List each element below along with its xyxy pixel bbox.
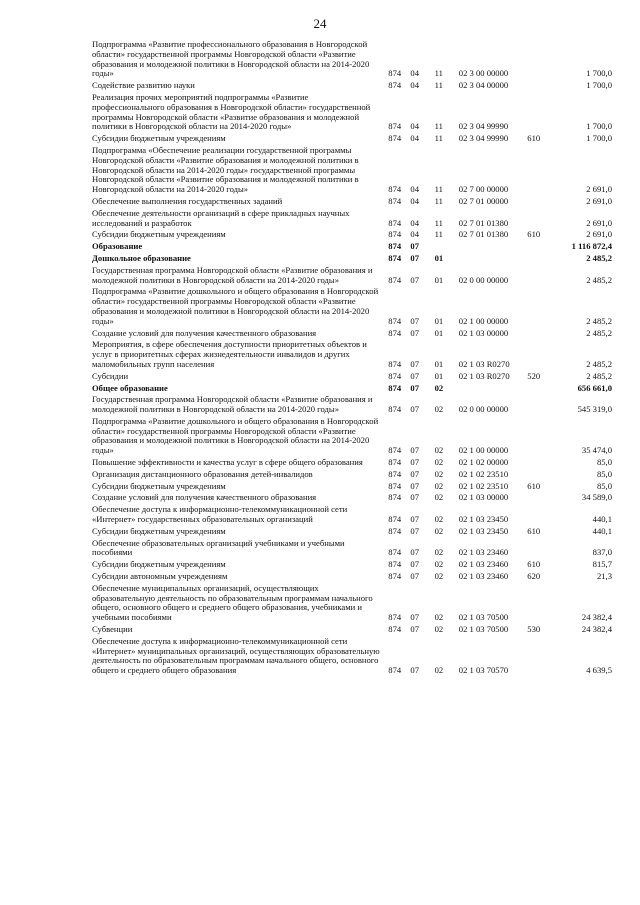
row-target-article: 02 7 01 00000 xyxy=(458,195,509,206)
row-subsection-code: 11 xyxy=(434,195,443,206)
row-subsection-code: 02 xyxy=(434,382,444,393)
table-row xyxy=(92,470,612,482)
row-ministry-code: 874 xyxy=(388,525,402,536)
table-row xyxy=(92,505,612,527)
row-subsection-code: 11 xyxy=(434,121,443,132)
row-target-article xyxy=(459,384,528,396)
row-section-code: 07 xyxy=(410,252,420,263)
row-amount: 2 485,2 xyxy=(586,327,612,338)
row-subsection-code: 02 xyxy=(434,404,444,415)
row-amount: 815,7 xyxy=(592,559,612,570)
row-name: Обеспечение образовательных организаций учебниками и учебными пособиями xyxy=(92,537,345,558)
row-ministry-code: 874 xyxy=(388,492,402,503)
table-row xyxy=(92,230,612,242)
row-expense-type: 610 xyxy=(527,480,541,491)
row-ministry-code: 874 xyxy=(388,624,402,635)
row-amount: 2 485,2 xyxy=(586,252,612,263)
row-subsection-code: 02 xyxy=(434,514,444,525)
row-expense-type xyxy=(527,146,553,197)
budget-table xyxy=(92,40,612,678)
row-subsection-code: 02 xyxy=(434,525,444,536)
row-amount: 1 700,0 xyxy=(586,121,612,132)
row-amount: 24 382,4 xyxy=(581,624,612,635)
row-amount: 21,3 xyxy=(596,571,612,582)
row-expense-type xyxy=(527,254,553,266)
row-amount: 4 639,5 xyxy=(586,665,612,676)
row-ministry-code: 874 xyxy=(388,514,402,525)
row-subsection-code: 11 xyxy=(434,133,443,144)
row-target-article: 02 1 00 00000 xyxy=(458,315,509,326)
row-expense-type xyxy=(527,539,553,561)
row-target-article: 02 3 04 00000 xyxy=(458,80,509,91)
row-target-article: 02 1 03 23450 xyxy=(458,514,509,525)
row-section-code: 07 xyxy=(410,457,420,468)
row-section-code: 07 xyxy=(410,547,420,558)
row-name: Государственная программа Новгородской области «Развитие образования и молодежной политики в Новгородской области на 2014-2020 годы» xyxy=(92,264,373,285)
row-subsection-code: 11 xyxy=(434,68,443,79)
row-expense-type: 620 xyxy=(527,571,541,582)
row-amount: 1 700,0 xyxy=(586,80,612,91)
row-ministry-code: 874 xyxy=(388,315,402,326)
row-name: Государственная программа Новгородской области «Развитие образования и молодежной политики в Новгородской области на 2014-2020 годы» xyxy=(92,394,373,415)
row-subsection-code: 11 xyxy=(434,217,443,228)
row-target-article: 02 7 00 00000 xyxy=(458,184,509,195)
row-expense-type xyxy=(527,340,553,371)
row-expense-type xyxy=(527,637,553,678)
row-expense-type: 610 xyxy=(527,559,541,570)
row-section-code: 07 xyxy=(410,665,420,676)
row-subsection-code: 02 xyxy=(434,492,444,503)
row-amount: 85,0 xyxy=(596,468,612,479)
row-amount: 24 382,4 xyxy=(581,612,612,623)
row-target-article: 02 1 03 23460 xyxy=(458,559,509,570)
row-name: Субсидии автономным учреждениям xyxy=(92,571,228,582)
row-target-article: 02 1 03 R0270 xyxy=(458,358,510,369)
table-row xyxy=(92,146,612,197)
row-target-article: 02 1 03 70570 xyxy=(458,665,509,676)
row-subsection-code: 02 xyxy=(434,624,444,635)
row-section-code: 07 xyxy=(410,468,420,479)
row-name: Повышение эффективности и качества услуг в сфере общего образования xyxy=(92,457,363,468)
row-ministry-code: 874 xyxy=(388,229,402,240)
row-amount: 2 485,2 xyxy=(586,315,612,326)
row-ministry-code: 874 xyxy=(388,370,402,381)
row-amount: 2 691,0 xyxy=(586,195,612,206)
row-ministry-code: 874 xyxy=(388,195,402,206)
row-name: Дошкольное образование xyxy=(92,252,191,263)
row-expense-type xyxy=(527,395,553,417)
table-row xyxy=(92,266,612,288)
row-ministry-code: 874 xyxy=(388,252,402,263)
row-expense-type xyxy=(527,242,553,254)
row-amount: 1 116 872,4 xyxy=(571,241,612,252)
table-row xyxy=(92,417,612,458)
row-expense-type: 610 xyxy=(527,229,541,240)
row-ministry-code: 874 xyxy=(388,559,402,570)
row-section-code: 04 xyxy=(410,121,420,132)
row-expense-type xyxy=(527,329,553,341)
row-expense-type xyxy=(527,93,553,134)
table-row xyxy=(92,637,612,678)
row-expense-type xyxy=(527,40,553,81)
table-row xyxy=(92,340,612,371)
row-target-article: 02 1 03 23460 xyxy=(458,571,509,582)
row-section-code: 04 xyxy=(410,80,420,91)
row-target-article: 02 7 01 01380 xyxy=(458,217,509,228)
row-amount: 2 485,2 xyxy=(586,370,612,381)
row-amount: 1 700,0 xyxy=(586,68,612,79)
row-expense-type xyxy=(527,81,553,93)
row-section-code: 07 xyxy=(410,525,420,536)
row-ministry-code: 874 xyxy=(388,241,402,252)
table-row xyxy=(92,584,612,625)
row-name: Обеспечение выполнения государственных заданий xyxy=(92,195,283,206)
row-name: Субвенции xyxy=(92,624,133,635)
row-section-code: 04 xyxy=(410,133,420,144)
row-amount: 2 691,0 xyxy=(586,217,612,228)
row-section-code: 07 xyxy=(410,480,420,491)
row-section-code: 07 xyxy=(410,404,420,415)
row-target-article: 02 7 01 01380 xyxy=(458,229,509,240)
row-name: Обеспечение доступа к информационно-телекоммуникационной сети «Интернет» муниципальных организаций, осуществляющих образовательную деятельность по образовательным программам начального общего, основного общего и среднего общего образования xyxy=(92,635,380,676)
page-number: 24 xyxy=(313,16,327,31)
row-subsection-code: 01 xyxy=(434,315,444,326)
row-expense-type xyxy=(527,505,553,527)
table-row xyxy=(92,93,612,134)
row-amount: 2 691,0 xyxy=(586,184,612,195)
row-section-code: 04 xyxy=(410,229,420,240)
table-row xyxy=(92,527,612,539)
row-section-code: 04 xyxy=(410,68,420,79)
row-target-article: 02 1 03 00000 xyxy=(458,327,509,338)
table-row xyxy=(92,395,612,417)
row-amount: 440,1 xyxy=(592,525,612,536)
row-amount: 2 485,2 xyxy=(586,358,612,369)
row-name: Субсидии бюджетным учреждениям xyxy=(92,559,226,570)
table-row xyxy=(92,40,612,81)
row-name: Мероприятия, в сфере обеспечения доступности приоритетных объектов и услуг в приоритетных сферах жизнедеятельности инвалидов и других маломобильных групп населения xyxy=(92,339,367,369)
row-subsection-code: 02 xyxy=(434,457,444,468)
row-subsection-code: 01 xyxy=(434,370,444,381)
row-ministry-code: 874 xyxy=(388,68,402,79)
row-amount: 35 474,0 xyxy=(581,445,612,456)
row-target-article: 02 1 03 23450 xyxy=(458,525,509,536)
row-section-code: 07 xyxy=(410,327,420,338)
row-ministry-code: 874 xyxy=(388,468,402,479)
row-name: Подпрограмма «Развитие дошкольного и общего образования в Новгородской области» государственной программы Новгородской области «Развитие образования и молодежной политики в Новгородской области на 2014-2020 годы» xyxy=(92,415,379,456)
row-ministry-code: 874 xyxy=(388,274,402,285)
row-ministry-code: 874 xyxy=(388,665,402,676)
row-name: Обеспечение доступа к информационно-телекоммуникационной сети «Интернет» государственных образовательных организаций xyxy=(92,504,348,525)
row-section-code: 07 xyxy=(410,358,420,369)
row-target-article: 02 1 03 R0270 xyxy=(458,370,510,381)
row-section-code: 07 xyxy=(410,624,420,635)
table-row xyxy=(92,197,612,209)
row-amount: 656 661,0 xyxy=(577,382,612,393)
row-amount: 440,1 xyxy=(592,514,612,525)
budget-table-body xyxy=(92,40,612,678)
row-subsection-code: 02 xyxy=(434,445,444,456)
row-expense-type xyxy=(527,197,553,209)
row-name: Субсидии бюджетным учреждениям xyxy=(92,525,226,536)
row-subsection-code: 02 xyxy=(434,480,444,491)
row-amount: 837,0 xyxy=(592,547,612,558)
row-section-code: 07 xyxy=(410,274,420,285)
table-row xyxy=(92,287,612,328)
row-section-code: 07 xyxy=(410,241,420,252)
row-expense-type xyxy=(527,493,553,505)
row-name: Обеспечение муниципальных организаций, осуществляющих образовательную деятельность по образовательным программам начального общего, основного общего и среднего общего образования, учебниками и учебными пособиями xyxy=(92,582,373,623)
row-name: Общее образование xyxy=(92,382,168,393)
row-target-article: 02 1 03 70500 xyxy=(458,612,509,623)
row-target-article: 02 1 03 70500 xyxy=(458,624,509,635)
row-amount: 2 691,0 xyxy=(586,229,612,240)
row-section-code: 07 xyxy=(410,571,420,582)
row-section-code: 04 xyxy=(410,184,420,195)
row-section-code: 04 xyxy=(410,217,420,228)
row-subsection-code: 11 xyxy=(434,184,443,195)
row-name: Подпрограмма «Обеспечение реализации государственной программы Новгородской области «Развитие образования и молодежной политики в Новгородской области на 2014-2020 годы» государственной программы Новгородской области «Развитие образования и молодежной политики в Новгородской области на 2014-2020 годы» xyxy=(92,144,359,195)
row-subsection-code: 02 xyxy=(434,547,444,558)
row-name: Образование xyxy=(92,241,143,252)
row-amount: 1 700,0 xyxy=(586,133,612,144)
row-section-code: 07 xyxy=(410,492,420,503)
row-subsection-code: 02 xyxy=(434,559,444,570)
row-target-article: 02 1 02 23510 xyxy=(458,480,509,491)
row-ministry-code: 874 xyxy=(388,571,402,582)
row-ministry-code: 874 xyxy=(388,445,402,456)
row-expense-type xyxy=(527,470,553,482)
row-section-code: 07 xyxy=(410,370,420,381)
row-name: Содействие развитию науки xyxy=(92,80,195,91)
row-expense-type xyxy=(527,458,553,470)
row-subsection-code: 02 xyxy=(434,571,444,582)
row-amount: 34 589,0 xyxy=(581,492,612,503)
row-name: Создание условий для получения качественного образования xyxy=(92,327,317,338)
row-ministry-code: 874 xyxy=(388,80,402,91)
row-expense-type: 610 xyxy=(527,133,541,144)
row-ministry-code: 874 xyxy=(388,358,402,369)
row-subsection-code: 02 xyxy=(434,665,444,676)
row-section-code: 04 xyxy=(410,195,420,206)
row-target-article: 02 3 00 00000 xyxy=(458,68,509,79)
row-name: Организация дистанционного образования детей-инвалидов xyxy=(92,468,313,479)
row-name: Обеспечение деятельности организаций в сфере прикладных научных исследований и разработок xyxy=(92,207,350,228)
table-row xyxy=(92,254,612,266)
row-name: Подпрограмма «Развитие дошкольного и общего образования в Новгородской области» государственной программы Новгородской области «Развитие образования и молодежной политики в Новгородской области на 2014-2020 годы» xyxy=(92,286,379,326)
row-target-article: 02 1 00 00000 xyxy=(458,445,509,456)
row-target-article: 02 0 00 00000 xyxy=(458,404,509,415)
row-expense-type xyxy=(527,287,553,328)
table-row xyxy=(92,209,612,231)
row-ministry-code: 874 xyxy=(388,547,402,558)
row-subsection-code: 02 xyxy=(434,468,444,479)
row-ministry-code: 874 xyxy=(388,382,402,393)
row-name: Создание условий для получения качественного образования xyxy=(92,492,317,503)
row-amount: 2 485,2 xyxy=(586,274,612,285)
row-ministry-code: 874 xyxy=(388,457,402,468)
row-subsection-code: 11 xyxy=(434,229,443,240)
row-ministry-code: 874 xyxy=(388,184,402,195)
row-expense-type xyxy=(527,584,553,625)
row-section-code: 07 xyxy=(410,514,420,525)
row-ministry-code: 874 xyxy=(388,480,402,491)
table-row xyxy=(92,372,612,384)
row-amount: 545 319,0 xyxy=(577,404,612,415)
row-target-article: 02 1 02 00000 xyxy=(458,457,509,468)
row-section-code: 07 xyxy=(410,315,420,326)
row-expense-type: 530 xyxy=(527,624,541,635)
row-name: Подпрограмма «Развитие профессионального образования в Новгородской области» государственной программы Новгородской области «Развитие образования и молодежной политики в Новгородской области на 2014-2020 годы» xyxy=(92,39,370,79)
row-section-code: 07 xyxy=(410,559,420,570)
row-ministry-code: 874 xyxy=(388,217,402,228)
row-ministry-code: 874 xyxy=(388,121,402,132)
row-amount: 85,0 xyxy=(596,480,612,491)
row-subsection-code: 01 xyxy=(434,252,444,263)
row-section-code: 07 xyxy=(410,382,420,393)
row-target-article: 02 3 04 99990 xyxy=(458,121,509,132)
row-expense-type: 520 xyxy=(527,370,541,381)
row-name: Реализация прочих мероприятий подпрограммы «Развитие профессионального образования в Новгородской области» государственной программы Новгородской области «Развитие образования и молодежной политики в Новгородской области на 2014-2020 годы» xyxy=(92,91,371,132)
row-subsection-code: 02 xyxy=(434,612,444,623)
row-expense-type xyxy=(527,209,553,231)
row-name: Субсидии бюджетным учреждениям xyxy=(92,480,226,491)
row-target-article: 02 3 04 99990 xyxy=(458,133,509,144)
row-expense-type xyxy=(527,384,553,396)
row-section-code: 07 xyxy=(410,612,420,623)
row-target-article: 02 1 02 23510 xyxy=(458,468,509,479)
row-subsection-code: 01 xyxy=(434,274,444,285)
row-target-article: 02 1 03 23460 xyxy=(458,547,509,558)
row-subsection-code: 01 xyxy=(434,327,444,338)
row-ministry-code: 874 xyxy=(388,612,402,623)
table-row xyxy=(92,539,612,561)
row-ministry-code: 874 xyxy=(388,133,402,144)
row-name: Субсидии xyxy=(92,370,129,381)
row-expense-type xyxy=(527,266,553,288)
row-name: Субсидии бюджетным учреждениям xyxy=(92,133,226,144)
row-subsection-code: 01 xyxy=(434,358,444,369)
row-amount: 85,0 xyxy=(596,457,612,468)
row-ministry-code: 874 xyxy=(388,404,402,415)
row-expense-type: 610 xyxy=(527,525,541,536)
row-target-article xyxy=(459,254,528,266)
row-target-article xyxy=(459,242,528,254)
row-target-article: 02 0 00 00000 xyxy=(458,274,509,285)
row-target-article: 02 1 03 00000 xyxy=(458,492,509,503)
row-section-code: 07 xyxy=(410,445,420,456)
row-ministry-code: 874 xyxy=(388,327,402,338)
row-name: Субсидии бюджетным учреждениям xyxy=(92,229,226,240)
row-expense-type xyxy=(527,417,553,458)
row-subsection-code: 11 xyxy=(434,80,443,91)
